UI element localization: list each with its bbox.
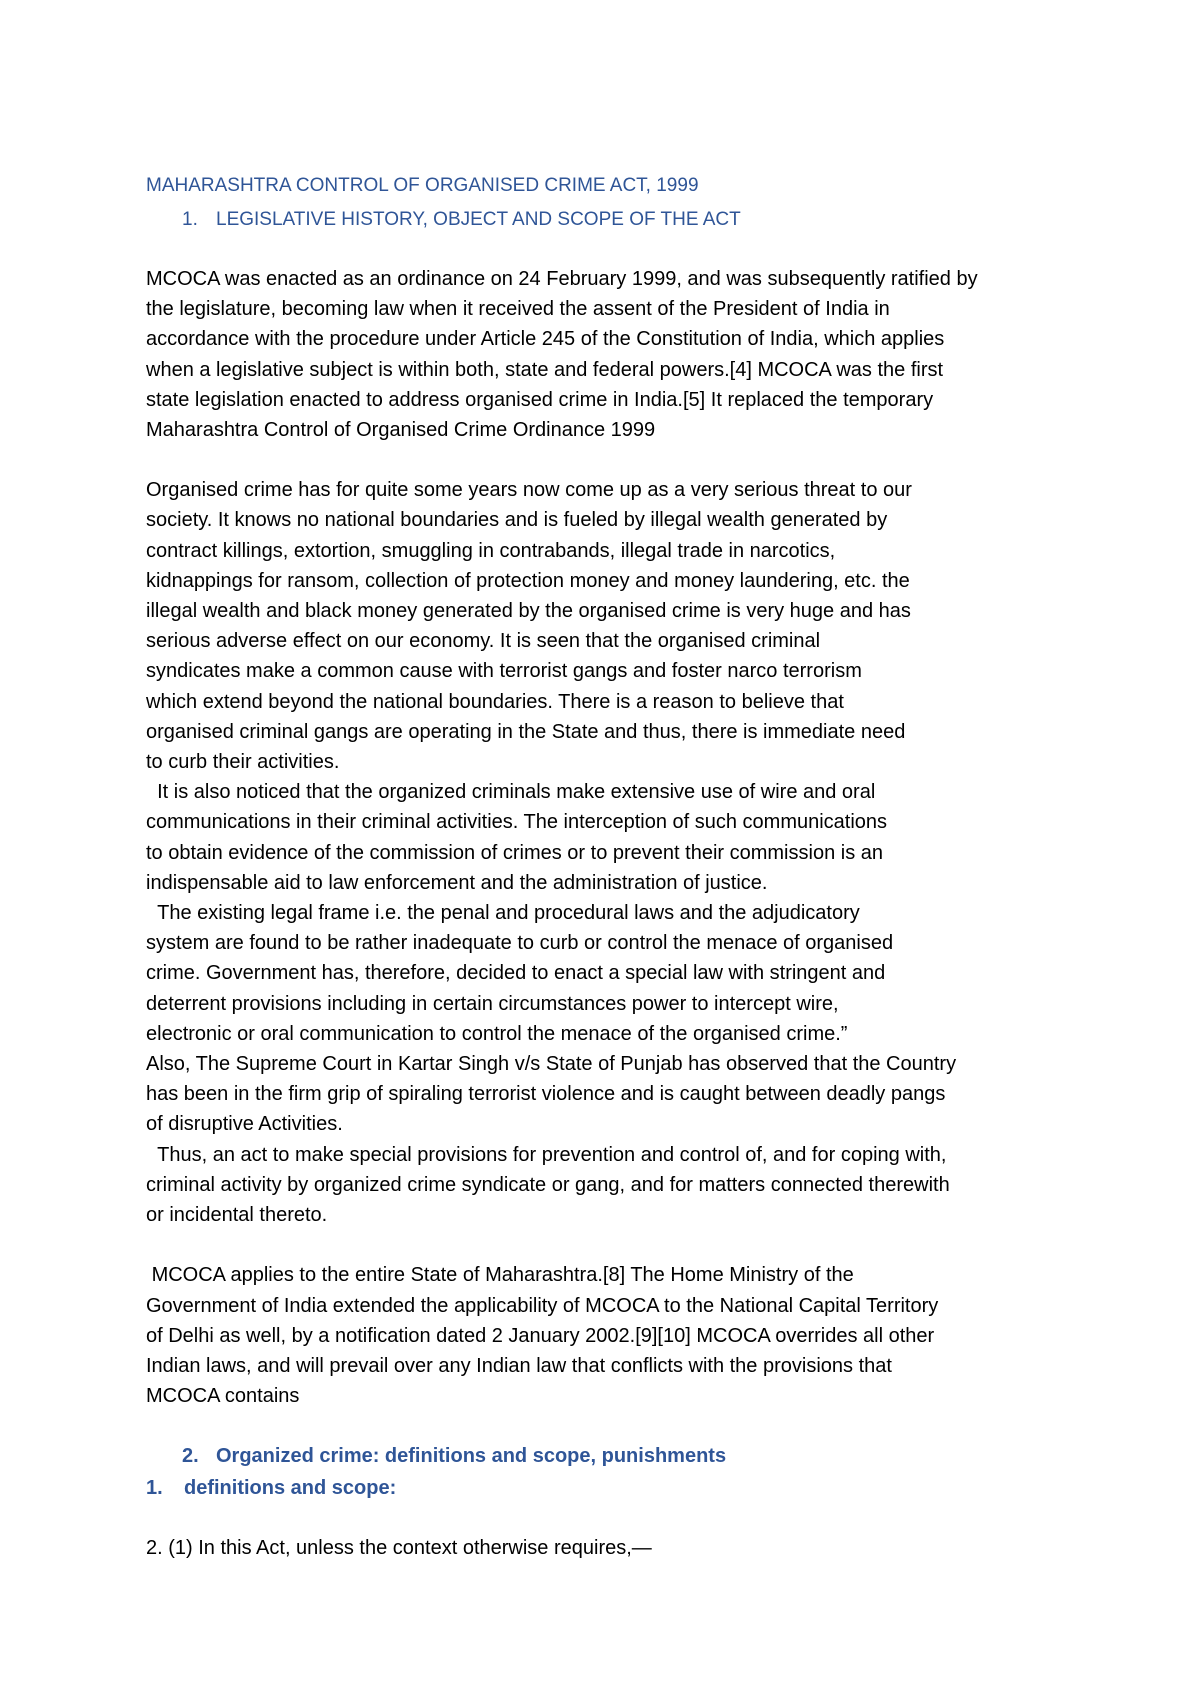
section-1-number: 1. (182, 209, 198, 230)
spacer (146, 445, 1076, 475)
section-2-title: Organized crime: definitions and scope, punishments (216, 1445, 727, 1468)
paragraph-legislative-history: MCOCA was enacted as an ordinance on 24 February 1999, and was subsequently ratified by the legislature, becoming law when it received the assent of the President of India in accordance with the procedure under Article 245 of the Constitution of India, which applies when a legislative subject is within both, state and federal powers.[4] MCOCA was the first state legislation enacted to address organised crime in India.[5] It replaced the temporary Maharashtra Control of Organised Crime Ordinance 1999 (146, 268, 978, 442)
spacer (146, 1230, 1076, 1260)
paragraph-object-of-act: Organised crime has for quite some years now come up as a very serious threat to our society. It knows no national boundaries and is fueled by illegal wealth generated by contract killings, extortion, smuggling in contrabands, illegal trade in narcotics, kidnappings for ransom, collection of protection money and money laundering, etc. the illegal wealth and black money generated by the organised crime is very huge and has serious adverse effect on our economy. It is seen that the organised criminal syndicates make a common cause with terrorist gangs and foster narco terrorism which extend beyond the national boundaries. There is a reason to believe that organised criminal gangs are operating in the State and thus, there is immediate need to curb their activities. It is also noticed that the organized criminals make extensive use of wire and oral communications in their criminal activities. The interception of such communications to obtain evidence of the commission of crimes or to prevent their commission is an indispensable aid to law enforcement and the administration of justice. The existing legal frame i.e. the penal and procedural laws and the adjudicatory system are found to be rather inadequate to curb or control the menace of organised crime. Government has, therefore, decided to enact a special law with stringent and deterrent provisions including in certain circumstances power to intercept wire, electronic or oral communication to control the menace of the organised crime.” Also, The Supreme Court in Kartar Singh v/s State of Punjab has observed that the Country has been in the firm grip of spiraling terrorist violence and is caught between deadly pangs of disruptive Activities. Thus, an act to make special provisions for prevention and control of, and for coping with, criminal activity by organized crime syndicate or gang, and for matters connected therewith or incidental thereto. (146, 479, 957, 1227)
clause-2-1: 2. (1) In this Act, unless the context otherwise requires,— (146, 1537, 652, 1560)
document-body (146, 172, 1076, 1564)
spacer (146, 234, 1076, 264)
section-1-heading (182, 206, 1076, 234)
paragraph-scope-of-act: MCOCA applies to the entire State of Maharashtra.[8] The Home Ministry of the Government of India extended the applicability of MCOCA to the National Capital Territory of Delhi as well, by a notification dated 2 January 2002.[9][10] MCOCA overrides all other Indian laws, and will prevail over any Indian law that conflicts with the provisions that MCOCA contains (146, 1264, 939, 1408)
spacer (146, 1503, 1076, 1533)
subsection-1-heading (146, 1473, 1076, 1503)
subsection-1-number: 1. (146, 1477, 163, 1500)
subsection-1-title: definitions and scope: (184, 1477, 397, 1500)
section-2-heading (182, 1441, 1076, 1471)
document-title: MAHARASHTRA CONTROL OF ORGANISED CRIME ACT, 1999 (146, 175, 699, 196)
section-1-title: LEGISLATIVE HISTORY, OBJECT AND SCOPE OF THE ACT (216, 209, 741, 230)
section-2-number: 2. (182, 1445, 199, 1468)
spacer (146, 1411, 1076, 1441)
